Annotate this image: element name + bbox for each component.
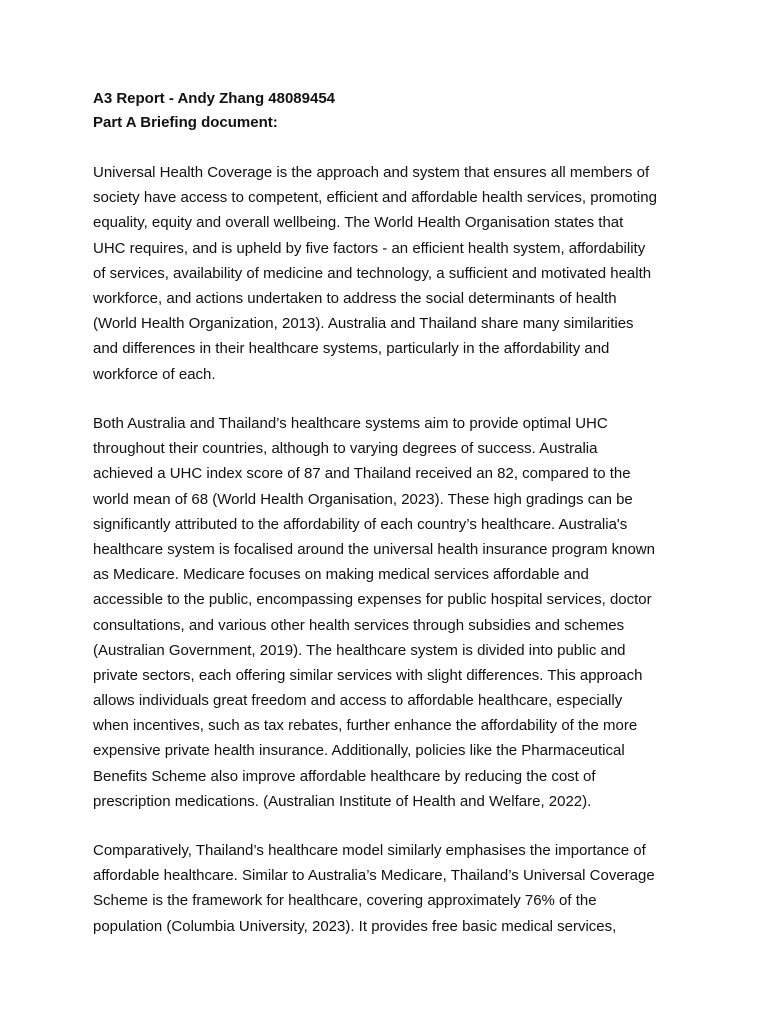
paragraph-line: (World Health Organization, 2013). Australia and Thailand share many similarities (93, 315, 634, 333)
paragraph-line: Both Australia and Thailand’s healthcare systems aim to provide optimal UHC (93, 415, 608, 432)
document-subtitle: Part A Briefing document: (93, 114, 278, 131)
paragraph-line: world mean of 68 (World Health Organisation, 2023). These high gradings can be (93, 490, 633, 508)
paragraph-line: Comparatively, Thailand’s healthcare model similarly emphasises the importance of (93, 842, 646, 859)
paragraph-line: throughout their countries, although to varying degrees of success. Australia (93, 440, 598, 458)
paragraph-line: accessible to the public, encompassing expenses for public hospital services, doctor (93, 591, 652, 609)
paragraph-line: workforce of each. (93, 365, 216, 383)
paragraph-line: when incentives, such as tax rebates, further enhance the affordability of the more (93, 717, 638, 735)
paragraph-line: expensive private health insurance. Additionally, policies like the Pharmaceutical (93, 742, 625, 760)
paragraph-thailand-comparison (93, 838, 693, 939)
paragraph-line: of services, availability of medicine and technology, a sufficient and motivated health (93, 264, 652, 282)
paragraph-line: achieved a UHC index score of 87 and Thailand received an 82, compared to the (93, 465, 631, 483)
paragraph-line: population (Columbia University, 2023). It provides free basic medical services, (93, 917, 617, 935)
paragraph-line: UHC requires, and is upheld by five factors - an efficient health system, affordability (93, 239, 646, 257)
paragraph-line: and differences in their healthcare systems, particularly in the affordability and (93, 340, 610, 358)
paragraph-line: private sectors, each offering similar services with slight differences. This approach (93, 666, 643, 684)
paragraph-line: society have access to competent, efficient and affordable health services, promoting (93, 189, 657, 207)
paragraph-line: Universal Health Coverage is the approach and system that ensures all members of (93, 164, 650, 181)
paragraph-line: Scheme is the framework for healthcare, covering approximately 76% of the (93, 892, 597, 910)
paragraph-australia-affordability (93, 411, 693, 814)
paragraph-line: Benefits Scheme also improve affordable healthcare by reducing the cost of (93, 767, 596, 785)
paragraph-line: workforce, and actions undertaken to address the social determinants of health (93, 289, 617, 307)
paragraph-line: allows individuals great freedom and access to affordable healthcare, especially (93, 692, 623, 710)
document-header (93, 87, 693, 135)
paragraph-line: (Australian Government, 2019). The healthcare system is divided into public and (93, 641, 626, 659)
paragraph-line: as Medicare. Medicare focuses on making medical services affordable and (93, 566, 589, 584)
paragraph-line: healthcare system is focalised around the universal health insurance program known (93, 540, 655, 558)
paragraph-line: consultations, and various other health services through subsidies and schemes (93, 616, 625, 634)
paragraph-line: prescription medications. (Australian Institute of Health and Welfare, 2022). (93, 792, 592, 810)
paragraph-line: significantly attributed to the affordability of each country’s healthcare. Australia's (93, 515, 628, 533)
paragraph-line: affordable healthcare. Similar to Australia’s Medicare, Thailand’s Universal Coverage (93, 867, 655, 885)
paragraph-line: equality, equity and overall wellbeing. The World Health Organisation states that (93, 214, 624, 232)
document-title: A3 Report - Andy Zhang 48089454 (93, 90, 336, 107)
paragraph-uhc-introduction (93, 160, 693, 387)
